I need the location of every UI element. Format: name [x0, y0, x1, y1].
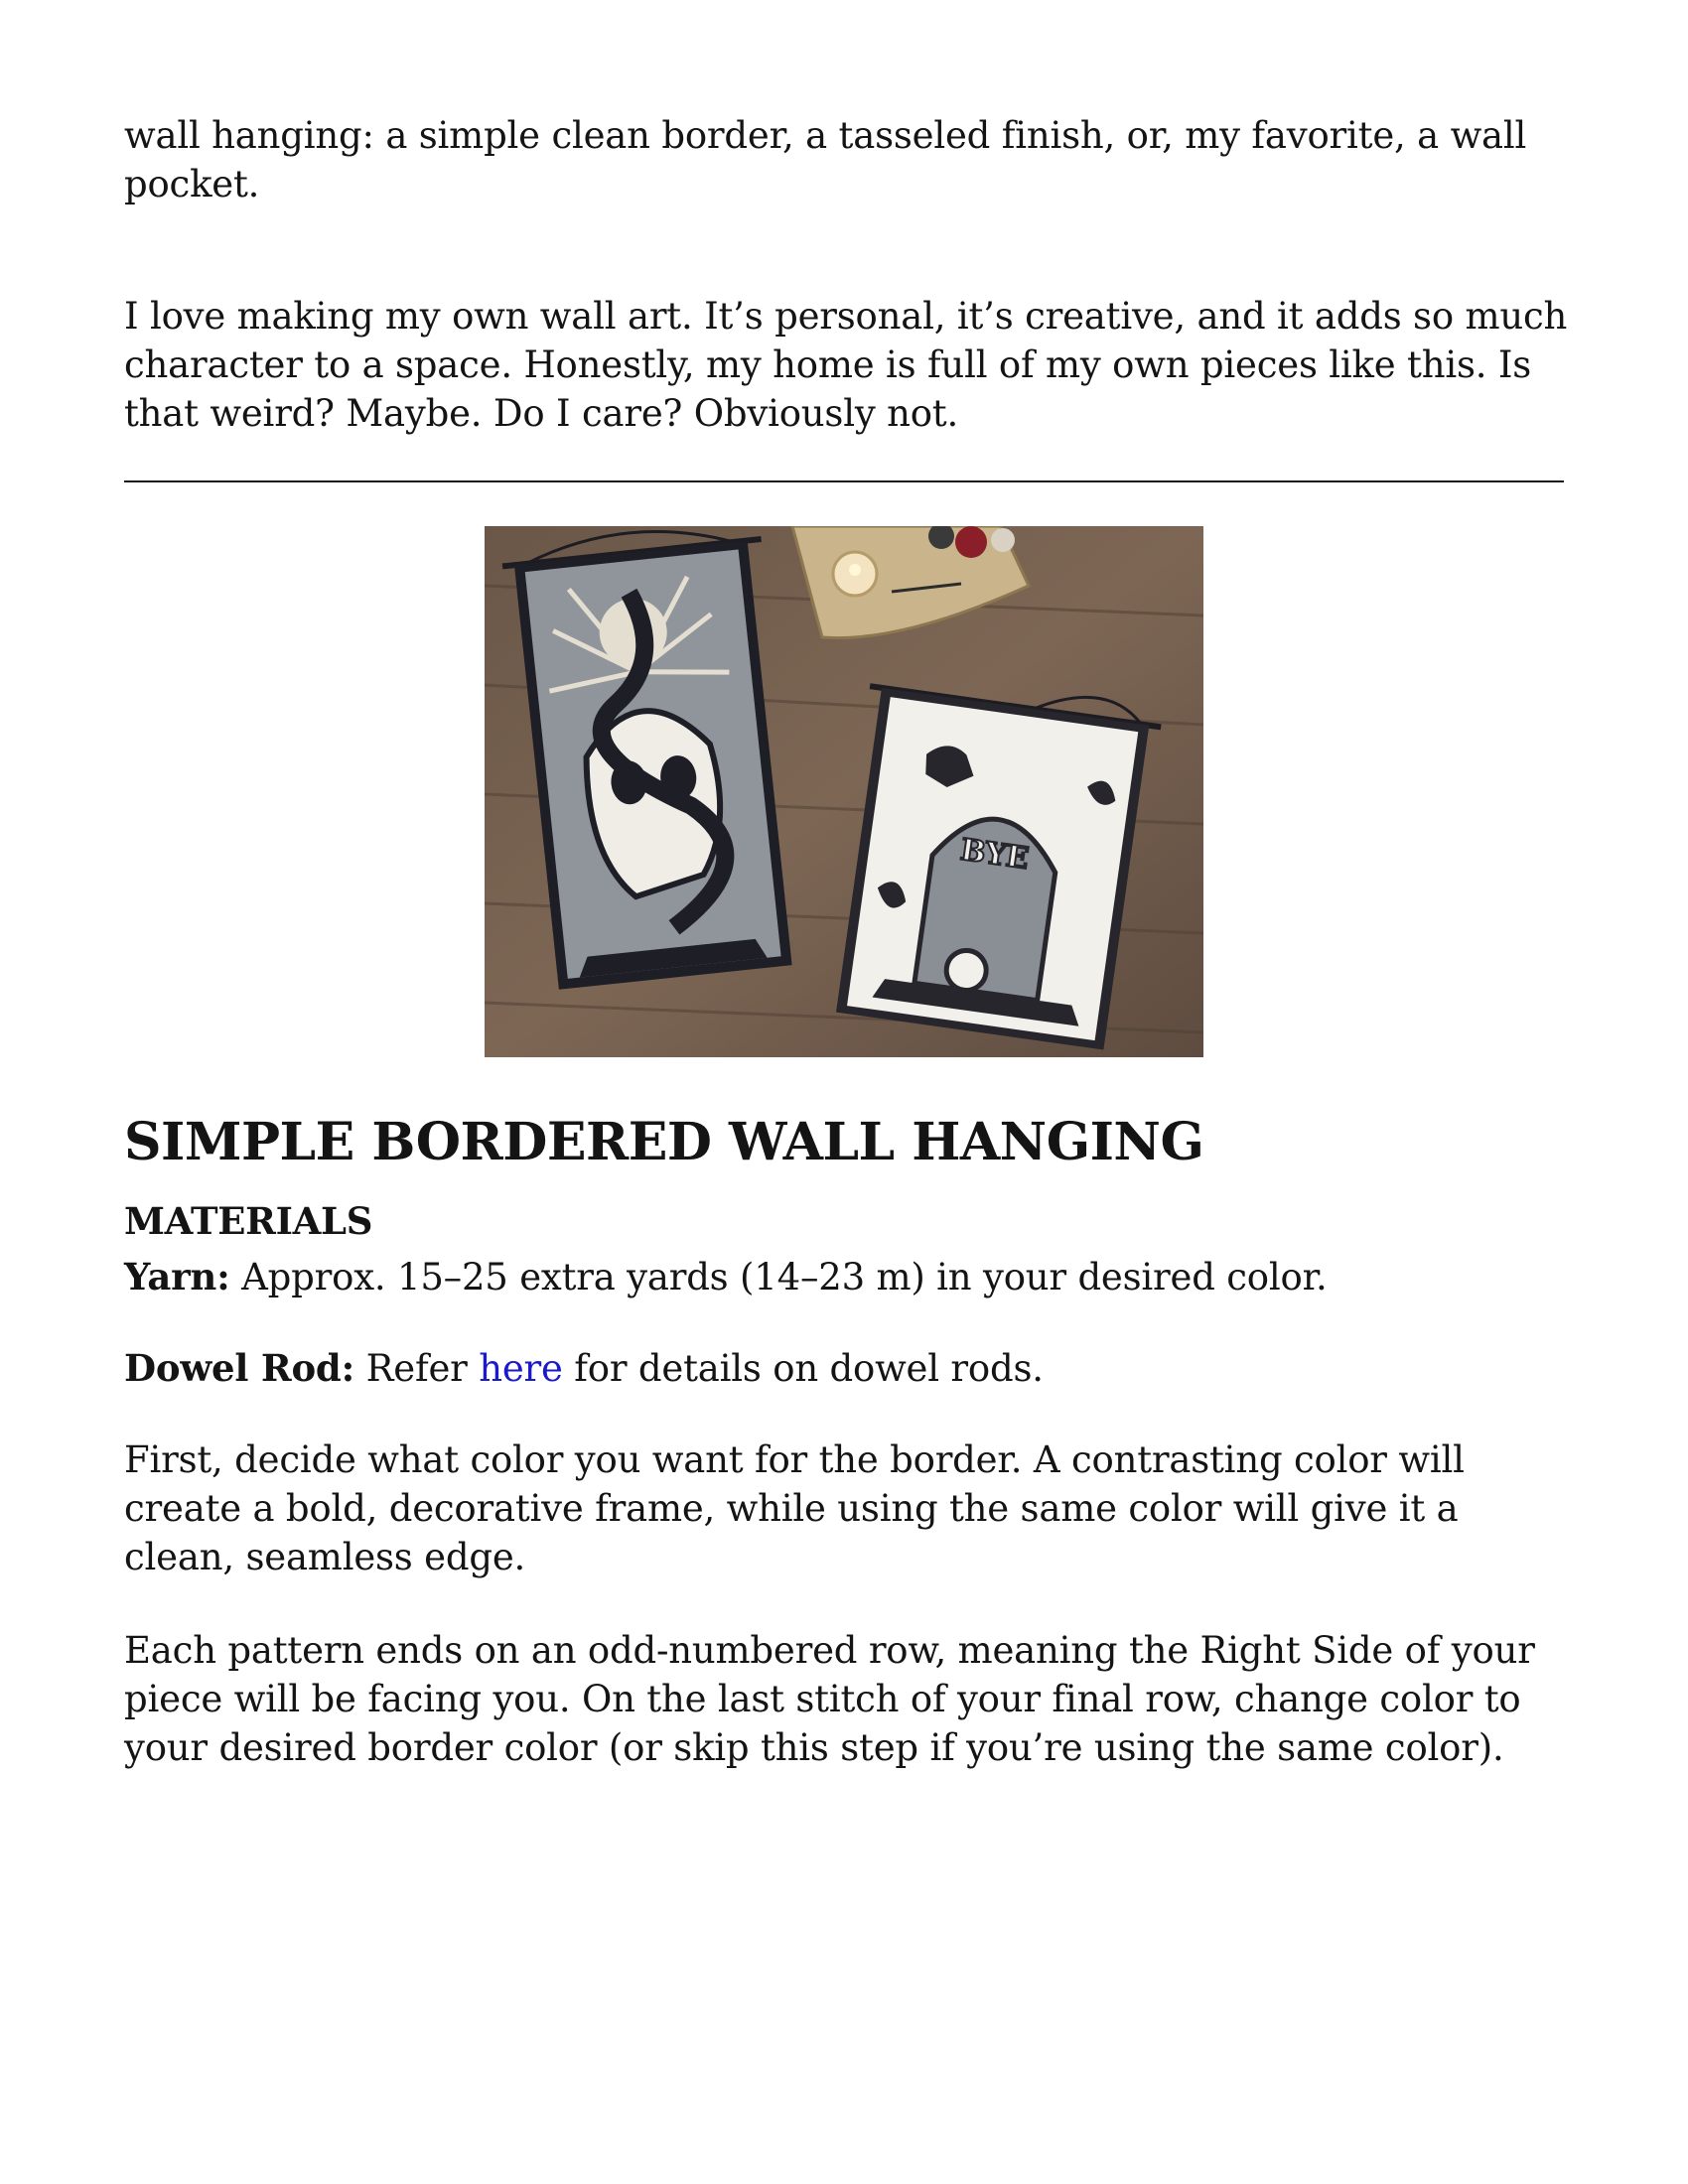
dowel-text-before: Refer	[354, 1347, 480, 1390]
tombstone-text: BYE	[958, 832, 1032, 877]
dowel-rod-link[interactable]: here	[479, 1347, 563, 1390]
horizontal-divider	[124, 480, 1564, 482]
dowel-text-after: for details on dowel rods.	[562, 1347, 1044, 1390]
materials-heading: MATERIALS	[124, 1199, 373, 1243]
wall-hangings-photo	[485, 526, 1203, 1057]
paragraph-pattern-end: Each pattern ends on an odd-numbered row, meaning the Right Side of your piece will be facing you. On the last stitch of your final row, change color to your desired border color (or skip this step if you’re using the same color).	[124, 1629, 1535, 1769]
paragraph-wall-art: I love making my own wall art. It’s personal, it’s creative, and it adds so much character to a space. Honestly, my home is full of my own pieces like this. Is that weird? Maybe. Do I care? Obviously not.	[124, 295, 1568, 435]
materials-dowel-rod	[124, 1344, 1574, 1393]
dowel-label: Dowel Rod:	[124, 1346, 355, 1390]
yarn-label: Yarn:	[124, 1255, 230, 1298]
yarn-text: Approx. 15–25 extra yards (14–23 m) in your desired color.	[229, 1256, 1328, 1298]
paragraph-continuation: wall hanging: a simple clean border, a tasseled finish, or, my favorite, a wall pocket.	[124, 114, 1527, 205]
paragraph-border-color: First, decide what color you want for the border. A contrasting color will create a bold, decorative frame, while using the same color will give it a clean, seamless edge.	[124, 1438, 1465, 1578]
materials-yarn	[124, 1253, 1574, 1301]
section-heading: SIMPLE BORDERED WALL HANGING	[124, 1112, 1204, 1172]
